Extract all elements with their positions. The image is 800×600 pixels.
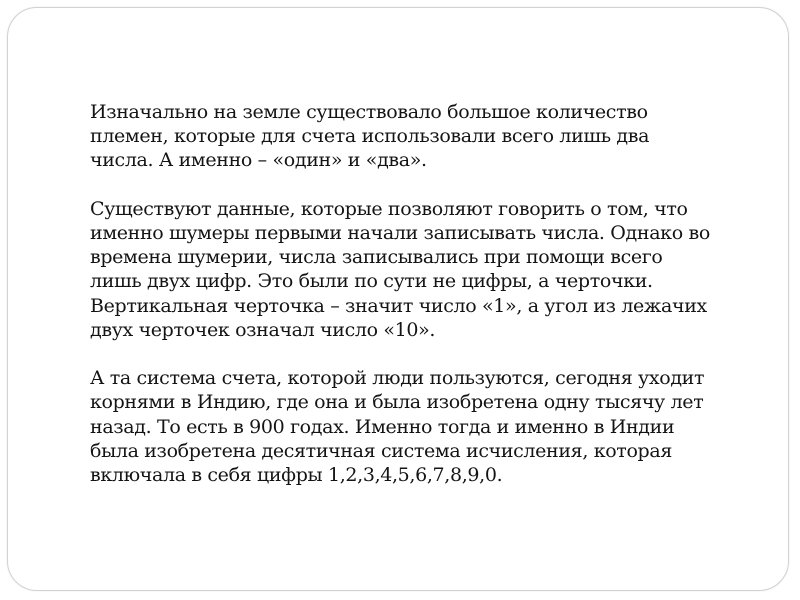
text-line: Изначально на земле существовало большое количество xyxy=(90,101,648,123)
slide-text xyxy=(90,100,770,511)
text-line: А та система счета, которой люди пользуются, сегодня уходит xyxy=(90,367,705,390)
text-line: именно шумеры первыми начали записывать числа. Однако во xyxy=(90,222,710,244)
text-line: была изобретена десятичная система исчисления, которая xyxy=(90,439,672,462)
text-line: Существуют данные, которые позволяют говорить о том, что xyxy=(90,197,688,220)
text-line: племен, которые для счета использовали всего лишь два xyxy=(90,125,650,148)
text-line: времена шумерии, числа записывались при помощи всего xyxy=(90,246,663,269)
paragraph-2 xyxy=(90,197,770,342)
text-line: двух черточек означал число «10». xyxy=(90,318,436,341)
text-line: корнями в Индию, где она и была изобретена одну тысячу лет xyxy=(90,391,704,414)
paragraph-1 xyxy=(90,100,770,173)
text-line: числа. А именно – «один» и «два». xyxy=(90,149,427,172)
text-line: назад. То есть в 900 годах. Именно тогда и именно в Индии xyxy=(90,415,675,438)
text-line: включала в себя цифры 1,2,3,4,5,6,7,8,9,0. xyxy=(90,464,503,487)
text-line: лишь двух цифр. Это были по сути не цифры, а черточки. xyxy=(90,270,653,293)
paragraph-3 xyxy=(90,366,770,487)
text-line: Вертикальная черточка – значит число «1», а угол из лежачих xyxy=(90,294,707,317)
